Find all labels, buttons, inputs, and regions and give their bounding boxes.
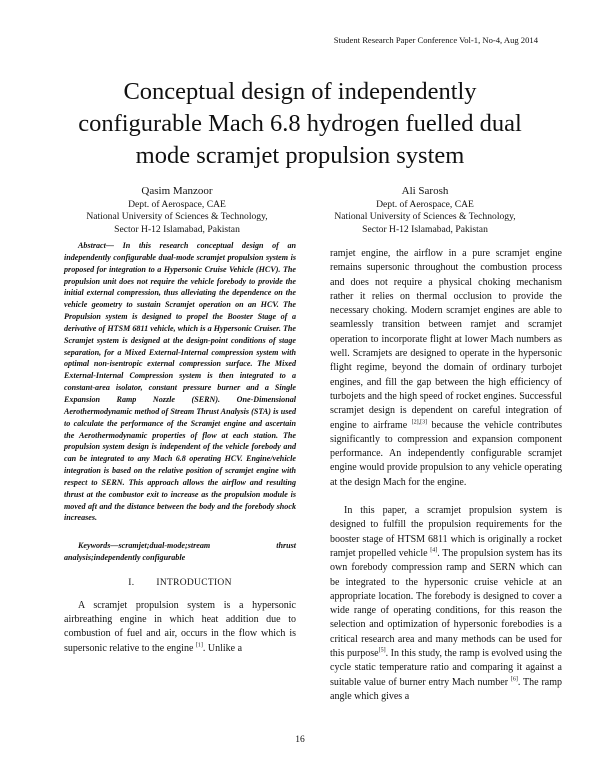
abstract-lead: Abstract [78, 241, 106, 250]
text-run: . Unlike a [202, 642, 243, 654]
title-line: mode scramjet propulsion system [135, 142, 465, 169]
text-run: . In this study, the ramp is evolved using the cycle static temperature ratio and comparing it against a suitable value of burner entry Mach number [330, 648, 562, 688]
body-paragraph [330, 247, 562, 490]
text-run: . The propulsion system has its own forebody compression ramp and SERN which can be integrated to the hypersonic cruise vehicle at an appropriate location. The forebody is designed to cover a wide range of operating conditions, for this reason the selection and optimization of hypersonic forebodies is a critical research area and many methods can be used for this purpose [330, 547, 562, 660]
paper-title [0, 76, 600, 172]
left-column [64, 240, 296, 656]
section-title: INTRODUCTION [156, 578, 232, 589]
citation: [1] [195, 642, 203, 649]
author-university: National University of Sciences & Technology, [334, 211, 516, 222]
intro-paragraph [64, 599, 296, 656]
author-address: Sector H-12 Islamabad, Pakistan [114, 223, 240, 235]
keywords: Keywords—scramjet;dual-mode;stream thrust analysis;independently configurable [64, 541, 296, 562]
author-address: Sector H-12 Islamabad, Pakistan [362, 223, 488, 235]
abstract [64, 240, 296, 524]
author-block [57, 185, 297, 236]
section-heading [64, 577, 296, 591]
text-run: because the vehicle contributes significantly to compression and expansion component performance. An independently configurable scramjet engine would provide propulsion to any vehicle operating at the design Mach for the engine. [330, 419, 563, 488]
body-paragraph [330, 504, 562, 704]
abstract-text: — In this research conceptual design of an independently configurable dual-mode scramjet propulsion system is proposed for integration to a Hypersonic Cruise Vehicle (HCV). The propulsion unit does not require the vehicle forebody to provide the initial external compression, thus alleviating the dependence on the vehicle geometry to sustain Scramjet operation on an HCV. The Propulsion system is designed to propel the Booster Stage of a derivative of HTSM 6811 vehicle, which is a Hypersonic Cruiser. The Scramjet system is designed at the design-point conditions of stage separation, for a Mixed External-Internal compression system with optimal non-isentropic external compression surface. The Mixed External-Internal Compression system is then integrated to a constant-area isolator, constant pressure burner and a Single Expansion Ramp Nozzle (SERN). One-Dimensional Aerothermodynamic method of Stream Thrust Analysis (STA) is used to calculate the performance of the Scramjet engine and ascertain the Aerothermodynamic properties of flow at each station. The propulsion system design is independent of the vehicle forebody and can be integrated to any Mach 6.8 operating HCV. Engine/vehicle integration is based on the relative position of scramjet engine with respect to SERN. This approach allows the airflow and resulting thrust at the combustor exit to increase as the propulsion module is moved aft and the distance between the body and the forebody shock increases. [64, 241, 296, 523]
text-run: ramjet engine, the airflow in a pure scramjet engine remains supersonic throughout the combustion process and does not require a physical choking mechanism rather it relies on thermal occlusion to provide the necessary choking. Modern scramjet engines are able to seamlessly transition between ramjet and scramjet operation to incorporate flight at lower Mach numbers as well. Scramjets are designed to operate in the hypersonic flight regime, beyond the domain of ordinary turbojet engines, and fill the gap between the high efficiency of turbojets and the high speed of rocket engines. Successful scramjet design is dependent on careful integration of engine to airframe [330, 248, 562, 431]
section-number: I. [128, 578, 135, 589]
title-line: configurable Mach 6.8 hydrogen fuelled dual [78, 110, 522, 137]
author-block [305, 185, 545, 236]
author-dept: Dept. of Aerospace, CAE [128, 198, 226, 210]
author-dept: Dept. of Aerospace, CAE [376, 198, 474, 210]
citation: [6] [510, 676, 518, 683]
running-header: Student Research Paper Conference Vol-1, No-4, Aug 2014 [333, 35, 538, 45]
text-run: A scramjet propulsion system is a hypersonic airbreathing engine in which heat addition due to combustion of fuel and air, occurs in the flow which is supersonic relative to the engine [64, 599, 296, 654]
author-name: Qasim Manzoor [141, 185, 213, 197]
page-number: 16 [295, 735, 305, 745]
author-name: Ali Sarosh [401, 185, 449, 197]
citation: [4] [430, 547, 438, 554]
author-university: National University of Sciences & Technology, [86, 211, 268, 222]
text-run: . The ramp angle which gives a [330, 676, 562, 702]
citation: [5] [378, 647, 386, 654]
citation: [2],[3] [411, 419, 428, 426]
title-line: Conceptual design of independently [123, 78, 477, 105]
text-run: In this paper, a scramjet propulsion system is designed to fulfill the propulsion requirements for the booster stage of HTSM 6811 which is originally a rocket ramjet propelled vehicle [330, 505, 562, 559]
right-column [330, 247, 562, 704]
